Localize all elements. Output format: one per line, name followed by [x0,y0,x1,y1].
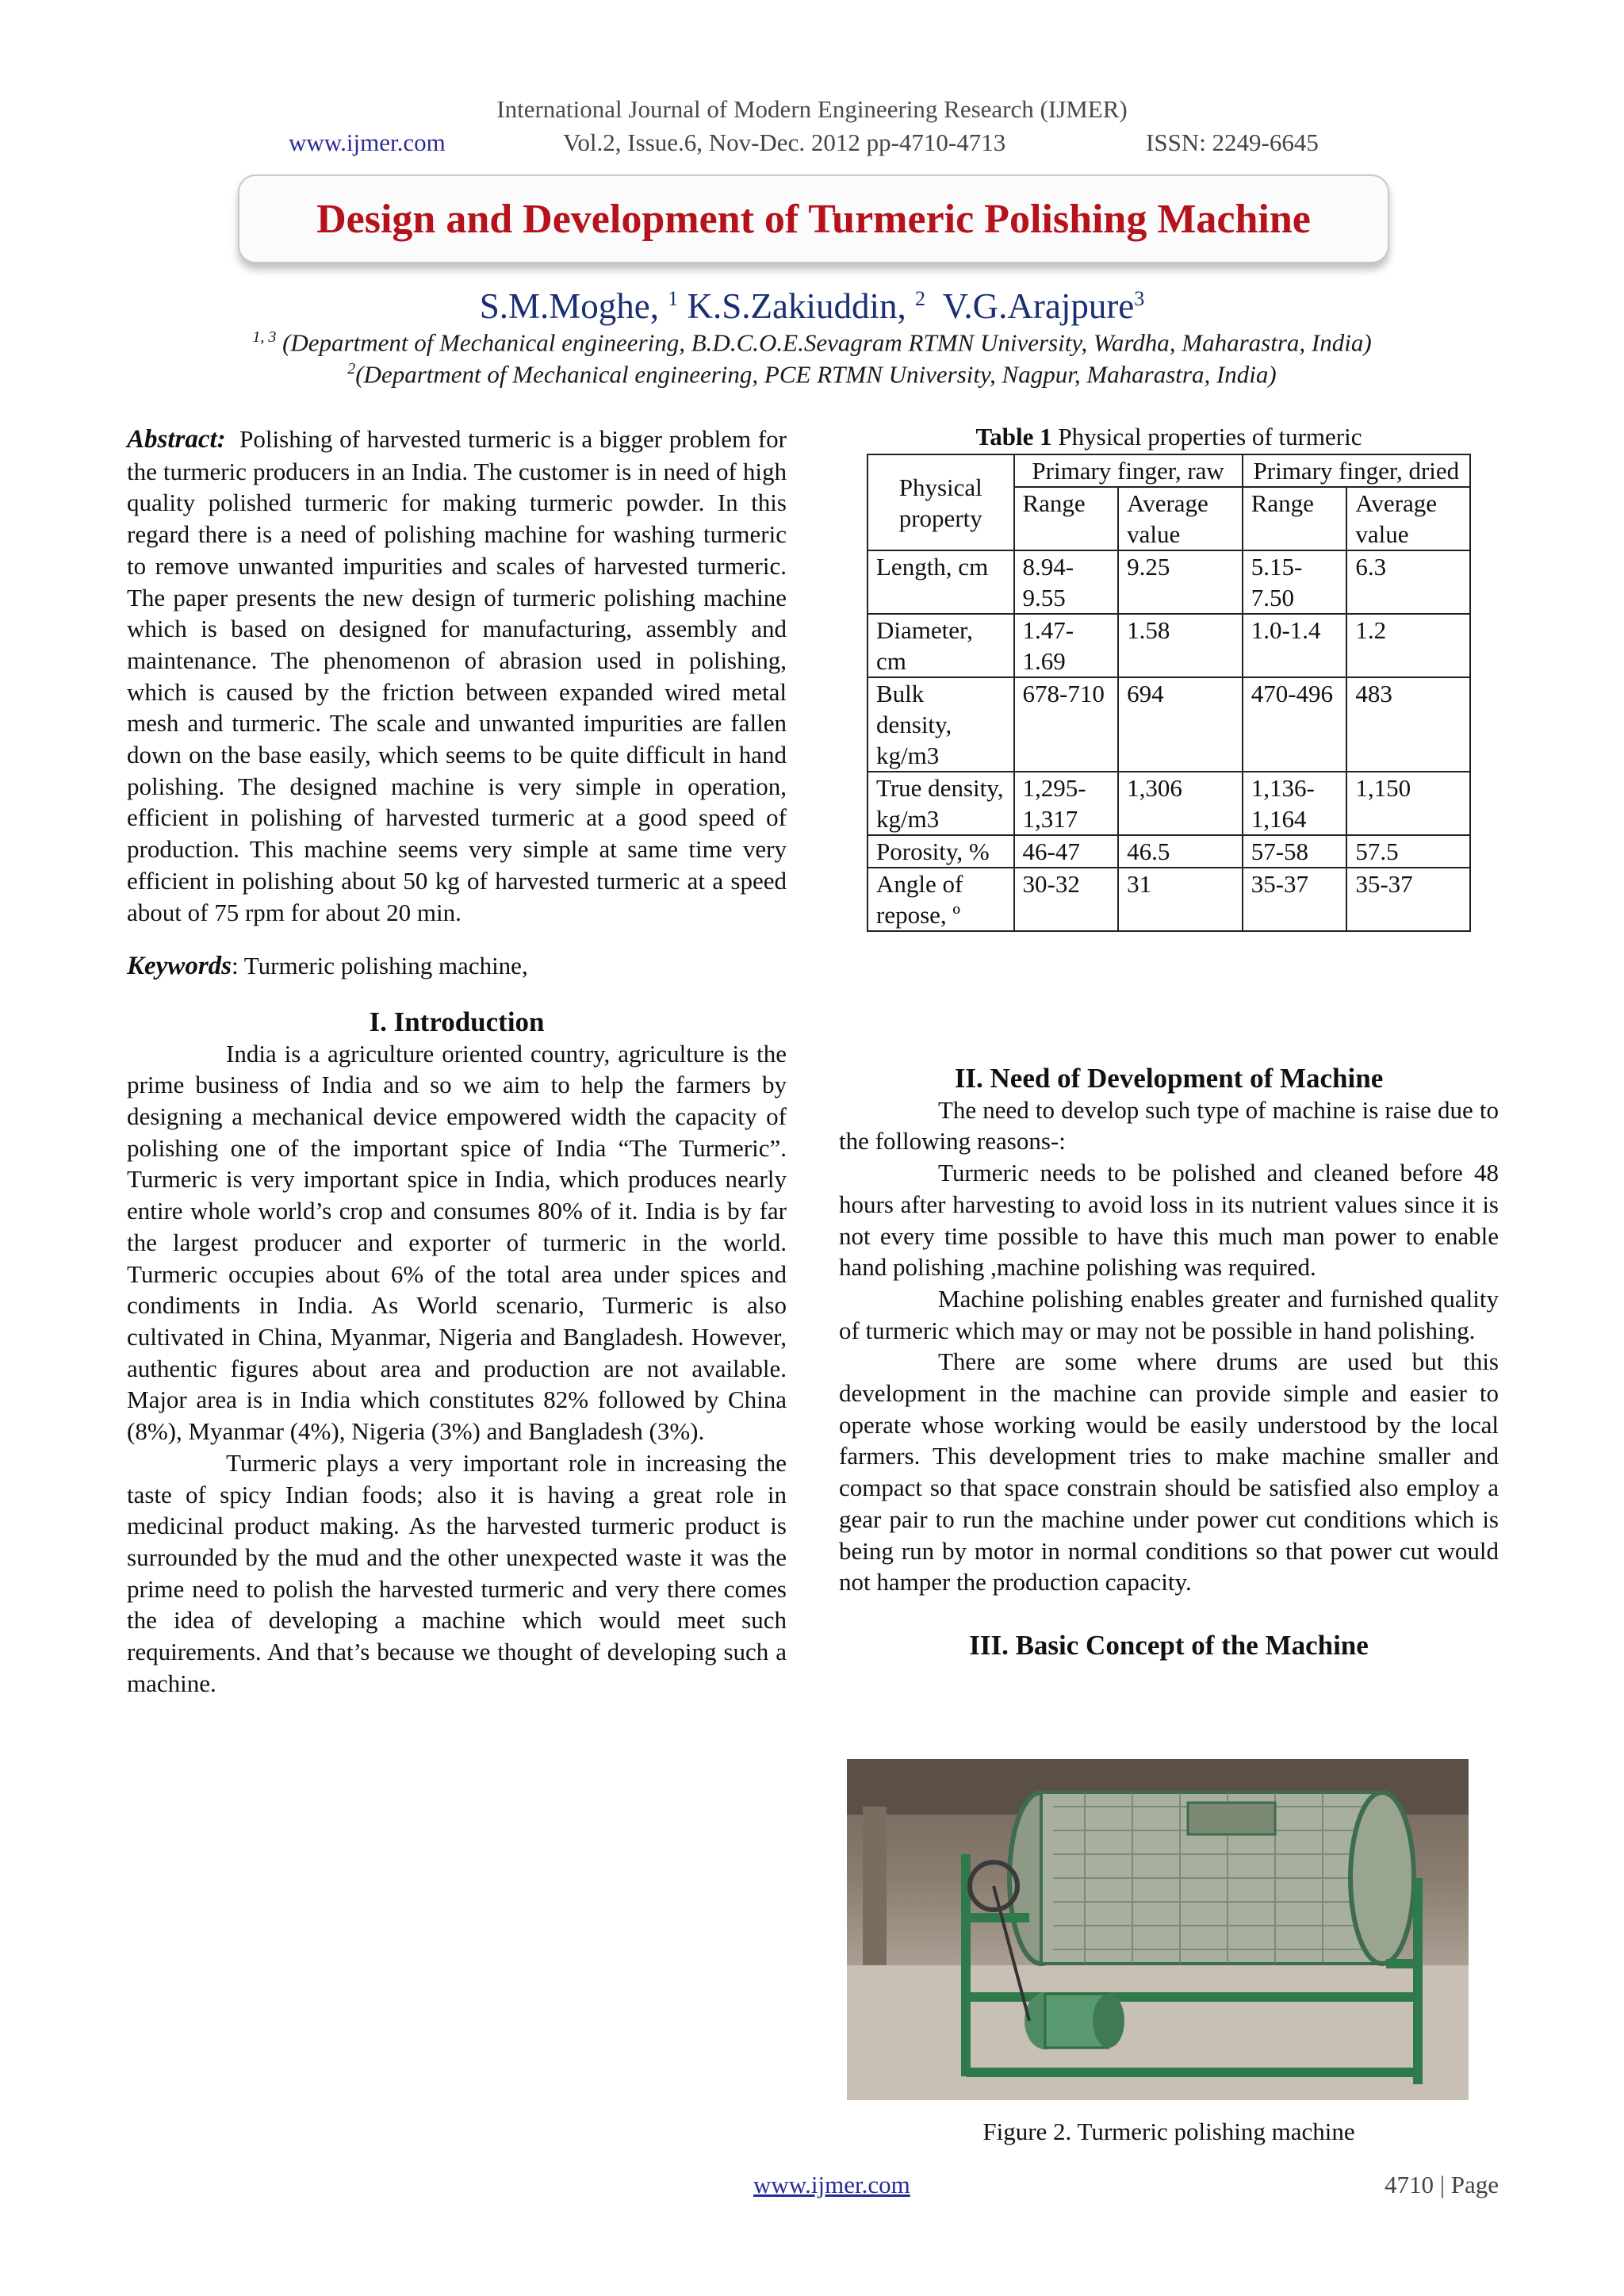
section-heading-concept: III. Basic Concept of the Machine [969,1629,1369,1661]
machine-illustration [847,1759,1469,2100]
abstract [127,424,787,928]
right-column [839,1063,1499,1662]
paper-title: Design and Development of Turmeric Polishing Machine [316,196,1311,242]
left-column [127,424,787,1699]
table-cell: 1.47-1.69 [1014,614,1119,677]
section-heading-need: II. Need of Development of Machine [954,1063,1384,1094]
table-cell: 1,136-1,164 [1243,772,1347,835]
affiliation-2 [0,360,1624,389]
affiliation-2-text: (Department of Mechanical engineering, PCE RTMN University, Nagpur, Maharastra, India) [355,360,1277,389]
table-cell: 46-47 [1014,835,1119,868]
author-3-sup: 3 [1134,287,1145,310]
table-cell: 1,295-1,317 [1014,772,1119,835]
table-cell: 483 [1346,677,1470,772]
section-heading-introduction: I. Introduction [369,1006,545,1037]
table-cell: 1.58 [1118,614,1243,677]
table-subheader-range: Range [1243,487,1347,550]
table-cell: 678-710 [1014,677,1119,772]
table-cell: 31 [1118,868,1243,931]
table-cell-property: True density, kg/m3 [868,772,1014,835]
abstract-text: Polishing of harvested turmeric is a bigger problem for the turmeric producers in an India. The customer is in need of high quality polished turmeric for making turmeric powder. In this regard there is a need of polishing machine for washing turmeric to remove unwanted impurities and scales of harvested turmeric. The paper presents the new design of turmeric polishing machine which is based on designed for manufacturing, assembly and maintenance. The phenomenon of abrasion used in polishing, which is caused by the friction between expanded wired metal mesh and turmeric. The scale and unwanted impurities are fallen down on the base easily, which seems to be quite difficult in hand polishing. The designed machine is very simple in operation, efficient in polishing of harvested turmeric at a good speed of production. This machine seems very simple at same time very efficient in polishing about 50 kg of harvested turmeric at a speed about of 75 rpm for about 20 min. [127,425,787,926]
journal-url-link[interactable]: www.ijmer.com [289,128,446,156]
author-1: S.M.Moghe, [479,286,659,326]
table-cell: 35-37 [1346,868,1470,931]
table-cell: 8.94-9.55 [1014,550,1119,614]
table-cell: 1.0-1.4 [1243,614,1347,677]
machine-photo [847,1759,1469,2100]
table-caption [839,423,1499,451]
table-cell: 1.2 [1346,614,1470,677]
table-row [868,677,1470,772]
author-3: V.G.Arajpure [942,286,1135,326]
keywords-text: : Turmeric polishing machine, [232,952,528,980]
table-row [868,614,1470,677]
intro-paragraph-1: India is a agriculture oriented country, agriculture is the prime business of India and so we aim to help the farmers by designing a mechanical device empowered width the capacity of polishing one of the important spice of India “The Turmeric”. Turmeric is very important spice in India, which produces nearly entire whole world’s crop and consumes 80% of it. India is by far the largest producer and exporter of turmeric in the world. Turmeric occupies about 6% of the total area under spices and condiments in India. As World scenario, Turmeric is also cultivated in China, Myanmar, Nigeria and Bangladesh. However, authentic figures about area and production are not available. Major area is in India which constitutes 82% followed by China (8%), Myanmar (4%), Nigeria (3%) and Bangladesh (3%). [127,1039,787,1446]
author-list [0,286,1624,327]
intro-paragraph-2: Turmeric plays a very important role in increasing the taste of spicy Indian foods; also it is having a great role in medicinal product making. As the harvested turmeric product is surrounded by the mud and the other unexpected waste it was the prime need to polish the harvested turmeric and very there comes the idea of developing a machine which would meet such requirements. And that’s because we thought of developing such a machine. [127,1448,787,1697]
table-subheader-average: Average value [1346,487,1470,550]
table-caption-text: Physical properties of turmeric [1051,423,1362,450]
table-cell: 1,306 [1118,772,1243,835]
table-cell-property: Length, cm [868,550,1014,614]
table-row [868,835,1470,868]
table-row [868,550,1470,614]
author-2-sup: 2 [914,287,925,310]
table-cell: 57.5 [1346,835,1470,868]
need-paragraph-1: The need to develop such type of machine is raise due to the following reasons-: [839,1095,1499,1156]
table-cell: 5.15-7.50 [1243,550,1347,614]
table-header-dried: Primary finger, dried [1243,454,1470,487]
figure-caption: Figure 2. Turmeric polishing machine [982,2118,1355,2145]
table-header-property: Physical property [868,454,1014,550]
table-cell: 35-37 [1243,868,1347,931]
volume-info: Vol.2, Issue.6, Nov-Dec. 2012 pp-4710-4713 [563,128,1006,156]
table-cell: 46.5 [1118,835,1243,868]
table-subheader-average: Average value [1118,487,1243,550]
abstract-label: Abstract: [127,425,226,454]
table-row [868,868,1470,931]
need-paragraph-4: There are some where drums are used but this development in the machine can provide simple and easier to operate whose working would be easily understood by the local farmers. This development tries to make machine smaller and compact so that space constrain should be satisfied also employ a gear pair to run the machine under power cut conditions which is being run by motor in normal conditions so that power cut would not hamper the production capacity. [839,1347,1499,1596]
affiliation-1-sup: 1, 3 [252,328,277,346]
author-2: K.S.Zakiuddin, [687,286,906,326]
table-cell: 9.25 [1118,550,1243,614]
affiliation-1-text: (Department of Mechanical engineering, B.D.C.O.E.Sevagram RTMN University, Wardha, Maharastra, India) [282,328,1372,357]
keywords [127,950,787,983]
need-paragraph-3: Machine polishing enables greater and furnished quality of turmeric which may or may not be possible in hand polishing. [839,1284,1499,1344]
author-1-sup: 1 [668,287,679,310]
table-header-raw: Primary finger, raw [1014,454,1243,487]
table-cell-property: Bulk density, kg/m3 [868,677,1014,772]
table-cell-property: Porosity, % [868,835,1014,868]
table-cell: 30-32 [1014,868,1119,931]
table-cell: 6.3 [1346,550,1470,614]
table-cell: 57-58 [1243,835,1347,868]
title-banner [238,174,1389,263]
table-caption-label: Table 1 [975,423,1052,450]
footer-url-link[interactable]: www.ijmer.com [753,2171,910,2198]
need-paragraph-2: Turmeric needs to be polished and cleaned before 48 hours after harvesting to avoid loss in its nutrient values since it is not every time possible to have this much man power to enable hand polishing ,machine polishing was required. [839,1159,1499,1282]
table-cell-property: Angle of repose, º [868,868,1014,931]
affiliation-1 [0,328,1624,357]
table-subheader-range: Range [1014,487,1119,550]
issn-info: ISSN: 2249-6645 [1146,128,1319,156]
page-number: 4710 | Page [1385,2171,1499,2198]
keywords-label: Keywords [127,952,232,981]
table-cell: 694 [1118,677,1243,772]
affiliation-2-sup: 2 [347,360,356,378]
journal-name: International Journal of Modern Engineering Research (IJMER) [496,95,1128,123]
table-cell-property: Diameter, cm [868,614,1014,677]
physical-properties-table [867,454,1471,932]
table-cell: 1,150 [1346,772,1470,835]
table-header-row [868,454,1470,487]
table-row [868,772,1470,835]
table-cell: 470-496 [1243,677,1347,772]
